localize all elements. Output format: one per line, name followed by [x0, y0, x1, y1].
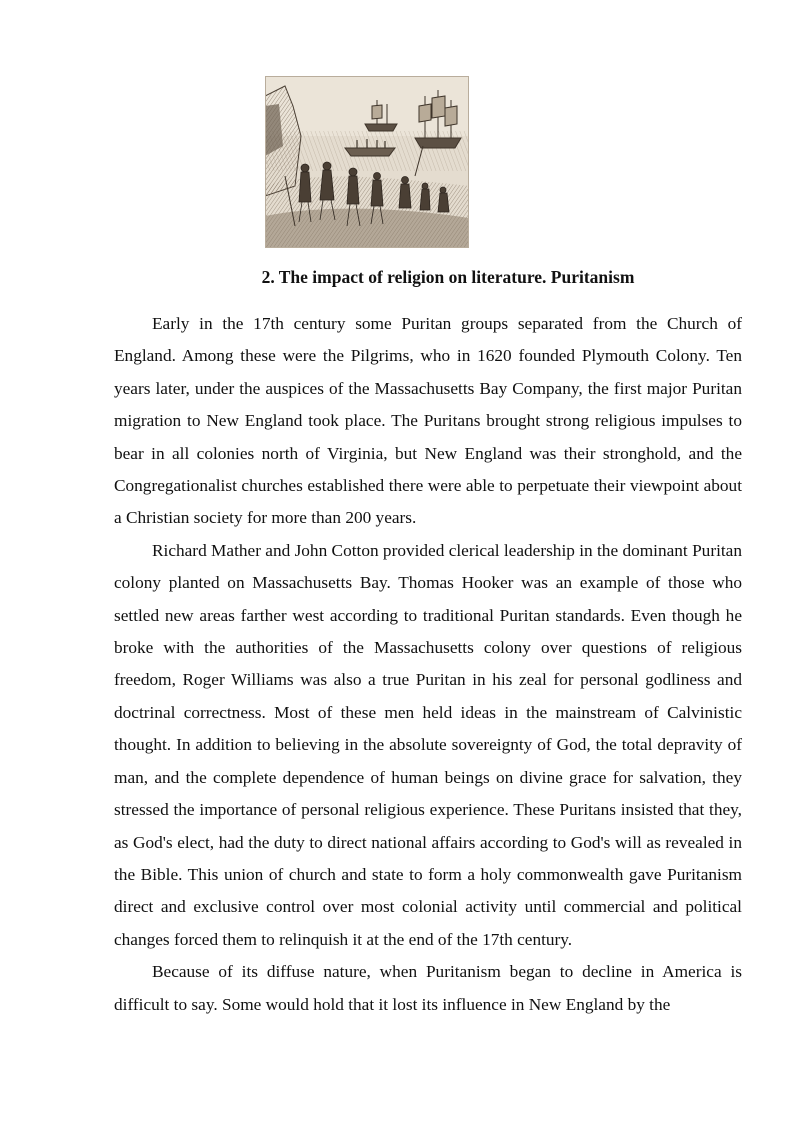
engraving-landing-scene-icon [265, 76, 469, 248]
engraving-illustration [265, 76, 469, 248]
paragraph: Richard Mather and John Cotton provided clerical leadership in the dominant Puritan colony planted on Massachusetts Bay. Thomas Hooker was an example of those who settled new areas farther west according to traditional Puritan standards. Even though he broke with the authorities of the Massachusetts colony over questions of religious freedom, Roger Williams was also a true Puritan in his zeal for personal godliness and doctrinal correctness. Most of these men held ideas in the mainstream of Calvinistic thought. In addition to believing in the absolute sovereignty of God, the total depravity of man, and the complete dependence of human beings on divine grace for salvation, they stressed the importance of personal religious experience. These Puritans insisted that they, as God's elect, had the duty to direct national affairs according to God's will as revealed in the Bible. This union of church and state to form a holy commonwealth gave Puritanism direct and exclusive control over most colonial activity until commercial and political changes forced them to relinquish it at the end of the 17th century. [114, 540, 742, 949]
paragraph: Because of its diffuse nature, when Puritanism began to decline in America is difficult to say. Some would hold that it lost its influence in New England by the [114, 962, 742, 1014]
body-text [114, 308, 742, 1021]
section-heading: 2. The impact of religion on literature. Puritanism [261, 267, 635, 287]
paragraph: Early in the 17th century some Puritan groups separated from the Church of England. Among these were the Pilgrims, who in 1620 founded Plymouth Colony. Ten years later, under the auspices of the Massachusetts Bay Company, the first major Puritan migration to New England took place. The Puritans brought strong religious impulses to bear in all colonies north of Virginia, but New England was their stronghold, and the Congregationalist churches established there were able to perpetuate their viewpoint about a Christian society for more than 200 years. [114, 314, 742, 528]
